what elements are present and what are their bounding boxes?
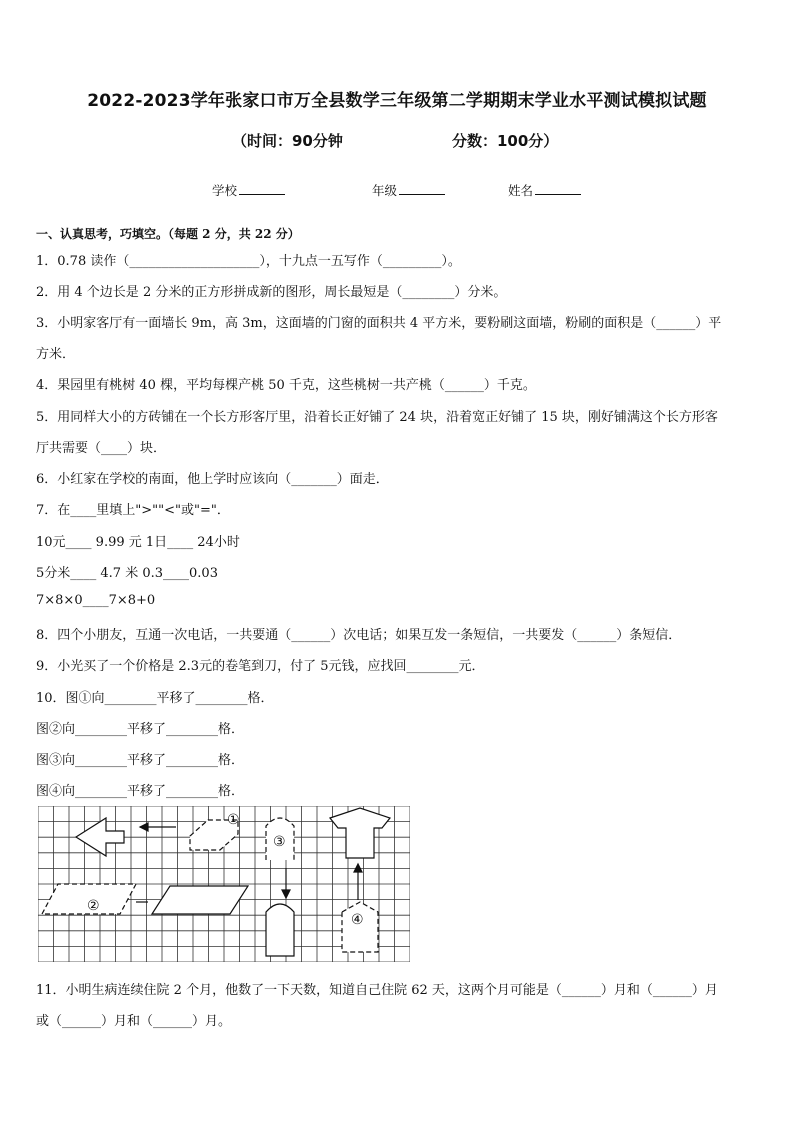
grade-label: 年级 <box>372 183 398 198</box>
name-blank <box>535 183 581 195</box>
move-arrowhead-1 <box>140 823 148 831</box>
question-11: 11．小明生病连续住院 2 个月，他数了一下天数，知道自己住院 62 天，这两个月可能是（______）月和（______）月 <box>36 983 718 998</box>
question-5: 5．用同样大小的方砖铺在一个长方形客厅里，沿着长正好铺了 24 块，沿着宽正好铺了 15 块，刚好铺满这个长方形客 <box>36 410 718 425</box>
question-7-row-3: 7×8×0____7×8+0 <box>36 593 156 608</box>
exam-time: （时间：90分钟 <box>232 132 343 150</box>
question-10-fig2: 图②向________平移了________格． <box>36 722 245 737</box>
grade-field <box>372 181 445 199</box>
question-7-row-2: 5分米____ 4.7 米 0.3____0.03 <box>36 566 218 581</box>
figure-label-2: ② <box>87 898 100 914</box>
grade-blank <box>399 183 445 195</box>
school-field <box>212 181 285 199</box>
question-7-row-1: 10元____ 9.99 元 1日____ 24小时 <box>36 535 240 550</box>
question-1: 1．0.78 读作（____________________），十九点一五写作（_________）。 <box>36 254 461 269</box>
question-2: 2．用 4 个边长是 2 分米的正方形拼成新的图形，周长最短是（________）分米。 <box>36 285 507 300</box>
name-label: 姓名 <box>508 183 534 198</box>
page-title: 2022-2023学年张家口市万全县数学三年级第二学期期末学业水平测试模拟试题 <box>87 91 707 111</box>
move-arrowhead-3 <box>282 890 290 898</box>
question-3-cont: 方米． <box>36 347 76 362</box>
exam-score: 分数：100分） <box>452 132 559 150</box>
question-11-cont: 或（______）月和（______）月。 <box>36 1014 232 1029</box>
name-field <box>508 181 581 199</box>
question-7: 7．在____里填上">""<"或"="． <box>36 503 230 518</box>
question-4: 4．果园里有桃树 40 棵，平均每棵产桃 50 千克，这些桃树一共产桃（______）千克。 <box>36 378 536 393</box>
shape4-solid <box>330 808 390 858</box>
shape2-solid <box>152 886 248 914</box>
translation-grid-figure <box>38 806 410 962</box>
question-9: 9．小光买了一个价格是 2.3元的卷笔到刀，付了 5元钱，应找回________元． <box>36 659 485 674</box>
section-heading: 一、认真思考，巧填空。（每题 2 分，共 22 分） <box>36 227 300 241</box>
arrow-shape-solid <box>76 818 124 856</box>
figure-label-3: ③ <box>273 834 286 850</box>
question-10-fig3: 图③向________平移了________格． <box>36 753 245 768</box>
question-8: 8．四个小朋友，互通一次电话，一共要通（______）次电话；如果互发一条短信，一共要发（______）条短信． <box>36 628 682 643</box>
question-3: 3．小明家客厅有一面墙长 9m，高 3m，这面墙的门窗的面积共 4 平方米，要粉刷这面墙，粉刷的面积是（______）平 <box>36 316 722 331</box>
question-10: 10．图①向________平移了________格． <box>36 691 274 706</box>
shape3-solid <box>266 904 294 956</box>
question-6: 6．小红家在学校的南面，他上学时应该向（_______）面走． <box>36 472 389 487</box>
question-10-fig4: 图④向________平移了________格． <box>36 784 245 799</box>
school-label: 学校 <box>212 183 238 198</box>
figure-label-1: ① <box>227 812 240 828</box>
figure-label-4: ④ <box>351 912 364 928</box>
question-5-cont: 厅共需要（____）块． <box>36 441 167 456</box>
school-blank <box>239 183 285 195</box>
